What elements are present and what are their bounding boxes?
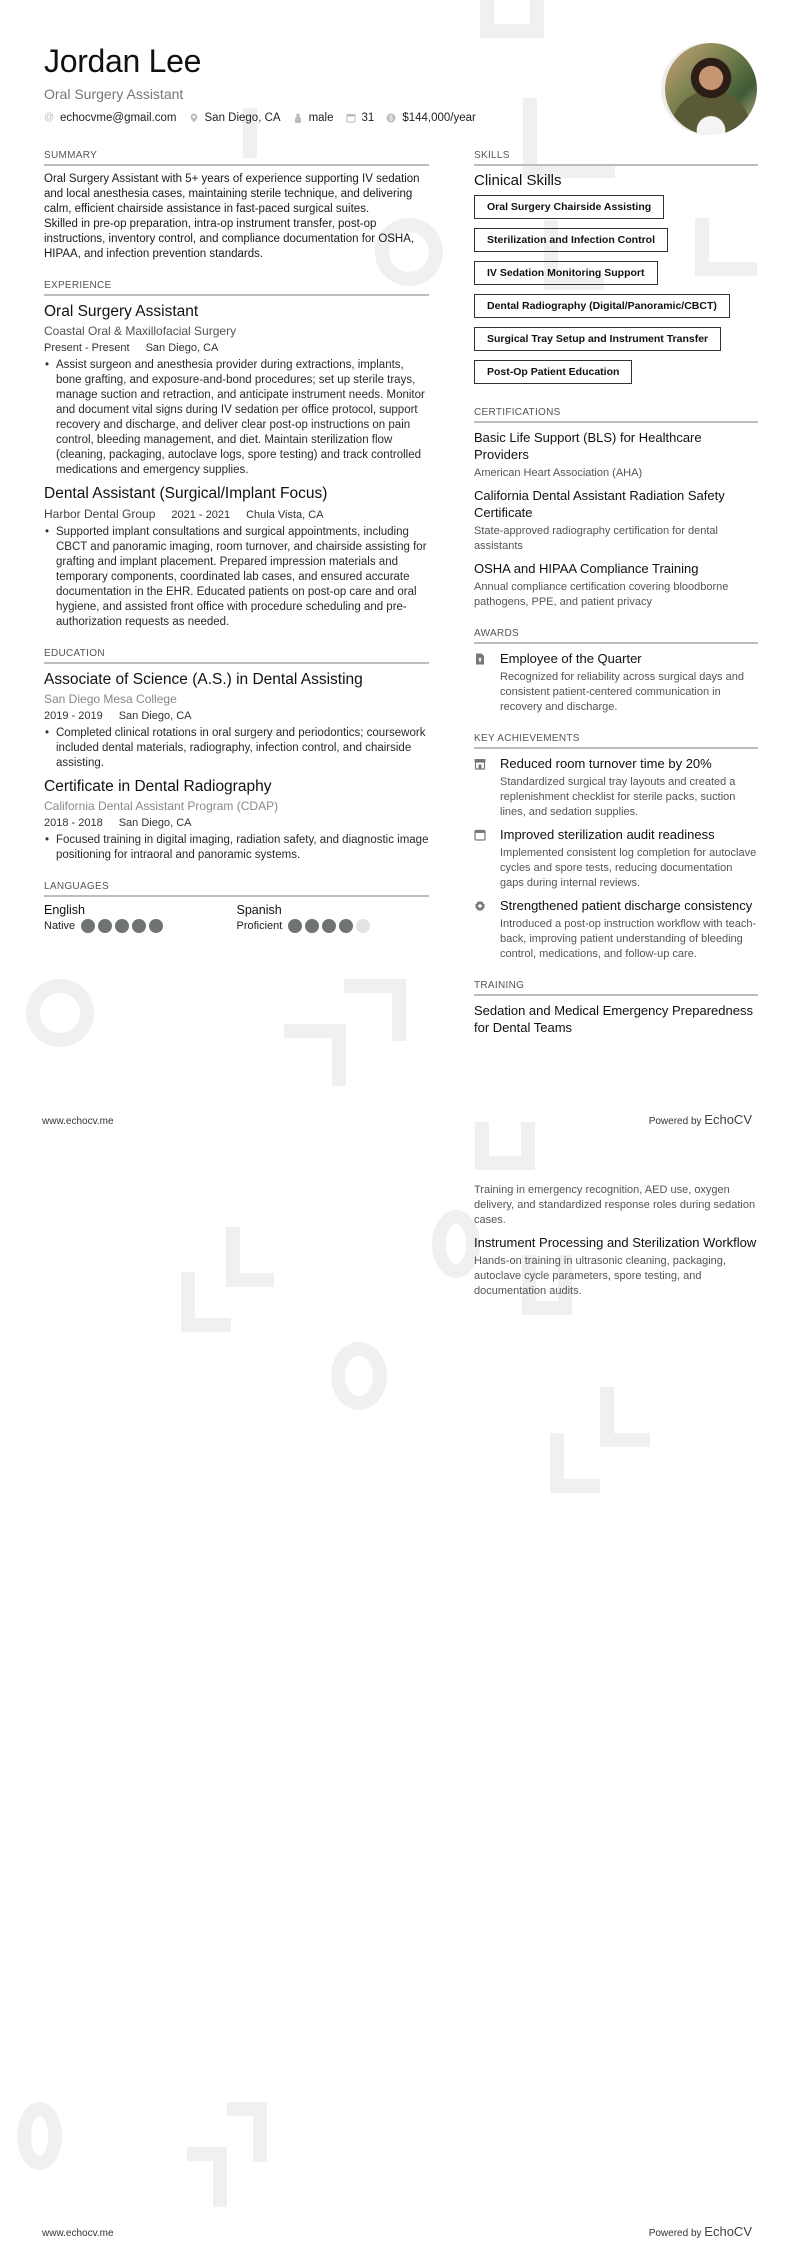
languages-section [44, 881, 429, 933]
rating-dot-filled [149, 919, 163, 933]
degree-title: Associate of Science (A.S.) in Dental Assisting [44, 671, 363, 688]
skill-tag: Sterilization and Infection Control [474, 228, 668, 252]
calendar-icon [474, 829, 486, 841]
language-proficiency [237, 919, 430, 933]
rating-dot-filled [305, 919, 319, 933]
training-desc: Hands-on training in ultrasonic cleaning, packaging, autoclave cycle parameters, spore testing, and documentation audits. [474, 1255, 726, 1297]
bullet-item: • Focused training in digital imaging, radiation safety, and diagnostic image positioning for intraoral and panoramic systems. [56, 833, 429, 863]
svg-text:$: $ [389, 115, 394, 123]
decor-shape [432, 1210, 480, 1278]
footer-powered-by[interactable] [649, 2224, 752, 2239]
skill-tag: Dental Radiography (Digital/Panoramic/CBCT) [474, 294, 730, 318]
footer-website[interactable]: www.echocv.me [42, 2228, 114, 2239]
job-entry [44, 484, 429, 630]
achievement-item [474, 755, 758, 820]
section-heading: SKILLS [474, 150, 758, 166]
rating-dot-filled [288, 919, 302, 933]
certification-item [474, 560, 758, 610]
award-item [474, 650, 758, 715]
decor-shape [284, 1024, 346, 1086]
rating-dot-filled [322, 919, 336, 933]
job-dates: 2021 - 2021 [171, 509, 231, 521]
right-column [474, 150, 758, 1054]
job-meta [44, 342, 429, 354]
rating-dot-filled [339, 919, 353, 933]
achievement-desc: Standardized surgical tray layouts and created a replenishment checklist for sterile packs, suction lines, and sedation supplies. [500, 776, 736, 818]
section-heading: SUMMARY [44, 150, 429, 166]
awards-section [474, 628, 758, 715]
contact-gender [293, 112, 334, 124]
summary-paragraph: Skilled in pre-op preparation, intra-op instrument transfer, post-op instructions, inventory control, and compliance documentation for OSHA, HIPAA, and infection prevention standards. [44, 218, 415, 260]
language-level: Proficient [236, 920, 283, 932]
decor-shape [331, 1342, 387, 1410]
certification-desc: State-approved radiography certification for dental assistants [474, 525, 718, 552]
email-text: echocvme@gmail.com [60, 112, 177, 124]
skill-tags [474, 195, 758, 393]
left-column [44, 150, 429, 951]
decor-shape [344, 979, 406, 1041]
gear-icon [474, 900, 486, 912]
education-section [44, 648, 429, 863]
achievements-section [474, 733, 758, 962]
education-bullets [44, 833, 429, 863]
language-item [237, 903, 430, 933]
training-continued [474, 1180, 758, 1305]
section-heading: KEY ACHIEVEMENTS [474, 733, 758, 749]
education-bullets [44, 726, 429, 771]
certification-item [474, 429, 758, 481]
decor-shape [227, 2102, 267, 2162]
job-title: Oral Surgery Assistant [44, 303, 199, 320]
certification-title: California Dental Assistant Radiation Safety Certificate [474, 488, 725, 520]
job-location: Chula Vista, CA [246, 509, 324, 521]
education-location: San Diego, CA [118, 817, 192, 829]
contact-info [44, 112, 476, 124]
language-level: Native [44, 920, 76, 932]
candidate-name: Jordan Lee [44, 43, 202, 79]
training-item [474, 1234, 758, 1299]
document-award-icon [474, 653, 486, 665]
achievement-title: Strengthened patient discharge consistency [500, 898, 753, 913]
decor-shape [17, 2102, 62, 2170]
store-icon [474, 758, 486, 770]
award-desc: Recognized for reliability across surgical days and consistent patient-centered communication in recovery and discharge. [500, 671, 744, 713]
decor-shape [187, 2147, 227, 2207]
powered-by-text: Powered by [648, 2228, 702, 2239]
skill-category: Clinical Skills [474, 172, 562, 189]
bullet-item: • Supported implant consultations and surgical appointments, including CBCT and panoramic imaging, room turnover, and chairside assisting for grafting and implant placement. Prepared impression materials and temporary components, coordinated lab cases, and ensured accurate documentation in the EHR. Educated patients on post-op care and oral hygiene, and assisted front office with procedure scheduling and pre-authorization requests as needed. [56, 525, 429, 630]
decor-shape [600, 1387, 650, 1447]
contact-age [346, 112, 375, 124]
rating-dot-filled [81, 919, 95, 933]
location-text: San Diego, CA [204, 112, 281, 124]
bullet-item: • Completed clinical rotations in oral surgery and periodontics; coursework included dental materials, radiography, infection control, and chairside assisting. [56, 726, 429, 771]
avatar [665, 43, 757, 135]
section-heading: CERTIFICATIONS [474, 407, 758, 423]
skill-tag: IV Sedation Monitoring Support [474, 261, 658, 285]
salary-text: $144,000/year [402, 112, 476, 124]
language-name: English [44, 903, 85, 917]
training-title: Sedation and Medical Emergency Preparedness for Dental Teams [474, 1003, 753, 1035]
section-heading: EXPERIENCE [44, 280, 429, 296]
section-heading: EDUCATION [44, 648, 429, 664]
award-title: Employee of the Quarter [500, 651, 642, 666]
education-location: San Diego, CA [118, 710, 192, 722]
certification-title: Basic Life Support (BLS) for Healthcare Providers [474, 430, 702, 462]
education-dates: 2019 - 2019 [44, 710, 103, 722]
degree-title: Certificate in Dental Radiography [44, 778, 272, 795]
candidate-title: Oral Surgery Assistant [44, 86, 184, 102]
contact-location [189, 112, 281, 124]
language-item [44, 903, 237, 933]
rating-dots [288, 919, 370, 933]
decor-shape [226, 1227, 274, 1287]
education-dates: 2018 - 2018 [44, 817, 103, 829]
section-heading: AWARDS [474, 628, 758, 644]
rating-dot-filled [132, 919, 146, 933]
certifications-section [474, 407, 758, 610]
at-icon: @ [44, 112, 55, 123]
training-item [474, 1002, 758, 1036]
gender-text: male [308, 112, 334, 124]
training-title: Instrument Processing and Sterilization Workflow [474, 1235, 757, 1250]
job-company: Harbor Dental Group [44, 507, 156, 521]
achievement-title: Reduced room turnover time by 20% [500, 756, 712, 771]
certification-item [474, 487, 758, 554]
training-item [474, 1183, 758, 1228]
skill-tag: Post-Op Patient Education [474, 360, 632, 384]
languages-list [44, 903, 429, 933]
summary-section [44, 150, 429, 262]
contact-salary [386, 112, 476, 124]
job-bullets [44, 525, 429, 630]
decor-shape [475, 1122, 535, 1170]
money-icon [386, 113, 396, 123]
rating-dots [81, 919, 163, 933]
school-name: California Dental Assistant Program (CDAP) [44, 799, 279, 813]
calendar-icon [346, 113, 356, 123]
skill-tag: Oral Surgery Chairside Assisting [474, 195, 664, 219]
age-text: 31 [361, 112, 375, 124]
skills-section [474, 150, 758, 393]
rating-dot-filled [115, 919, 129, 933]
location-pin-icon [189, 113, 199, 123]
job-location: San Diego, CA [145, 342, 219, 354]
brand-name: EchoCV [704, 1112, 752, 1127]
footer-powered-by[interactable] [649, 1112, 752, 1127]
certification-desc: American Heart Association (AHA) [474, 467, 643, 479]
decor-shape [480, 0, 544, 38]
job-title: Dental Assistant (Surgical/Implant Focus) [44, 485, 328, 502]
job-meta [44, 507, 429, 521]
section-heading: LANGUAGES [44, 881, 429, 897]
achievement-desc: Introduced a post-op instruction workflow with teach-back, improving patient understanding of bleeding control, medications, and follow-up care. [500, 918, 757, 960]
education-entry [44, 670, 429, 771]
achievement-item [474, 897, 758, 962]
certification-desc: Annual compliance certification covering bloodborne pathogens, PPE, and patient privacy [474, 581, 729, 608]
resume-header [44, 42, 476, 124]
decor-shape [26, 979, 94, 1047]
rating-dot-empty [356, 919, 370, 933]
experience-section [44, 280, 429, 630]
footer-website[interactable]: www.echocv.me [42, 1116, 114, 1127]
contact-email[interactable] [44, 112, 177, 124]
training-desc: Training in emergency recognition, AED use, oxygen delivery, and standardized response roles during sedation cases. [474, 1184, 756, 1226]
brand-name: EchoCV [704, 2224, 752, 2239]
powered-by-text: Powered by [648, 1116, 702, 1127]
section-heading: TRAINING [474, 980, 758, 996]
training-section [474, 980, 758, 1036]
achievement-title: Improved sterilization audit readiness [500, 827, 715, 842]
skill-tag: Surgical Tray Setup and Instrument Transfer [474, 327, 721, 351]
achievement-item [474, 826, 758, 891]
language-name: Spanish [236, 903, 282, 917]
decor-shape [550, 1433, 600, 1493]
achievement-desc: Implemented consistent log completion for autoclave cycles and spore tests, reducing documentation gaps during internal reviews. [500, 847, 757, 889]
bullet-item: • Assist surgeon and anesthesia provider during extractions, implants, bone grafting, and exposure-and-bond procedures; set up sterile trays, manage suction and retraction, and anticipate instrument needs. Monitor and document vital signs during IV sedation per office protocol, support recovery and discharge, and deliver clear post-op instructions on pain control, bleeding management, and diet. Maintain sterilization flow (cleaning, packaging, autoclave logs, spore testing) and track controlled medications and emergency supplies. [56, 358, 429, 478]
decor-shape [181, 1272, 231, 1332]
job-company: Coastal Oral & Maxillofacial Surgery [44, 324, 237, 338]
job-dates: Present - Present [44, 342, 130, 354]
person-icon [293, 113, 303, 123]
education-entry [44, 777, 429, 863]
job-bullets [44, 358, 429, 478]
language-proficiency [44, 919, 237, 933]
summary-paragraph: Oral Surgery Assistant with 5+ years of experience supporting IV sedation and local anesthesia cases, maintaining sterile technique, and delivering calm, efficient chairside assistance in fast-paced surgical suites. [44, 173, 420, 215]
certification-title: OSHA and HIPAA Compliance Training [474, 561, 699, 576]
rating-dot-filled [98, 919, 112, 933]
school-name: San Diego Mesa College [44, 692, 177, 706]
education-meta [44, 817, 429, 829]
job-entry [44, 302, 429, 478]
education-meta [44, 710, 429, 722]
